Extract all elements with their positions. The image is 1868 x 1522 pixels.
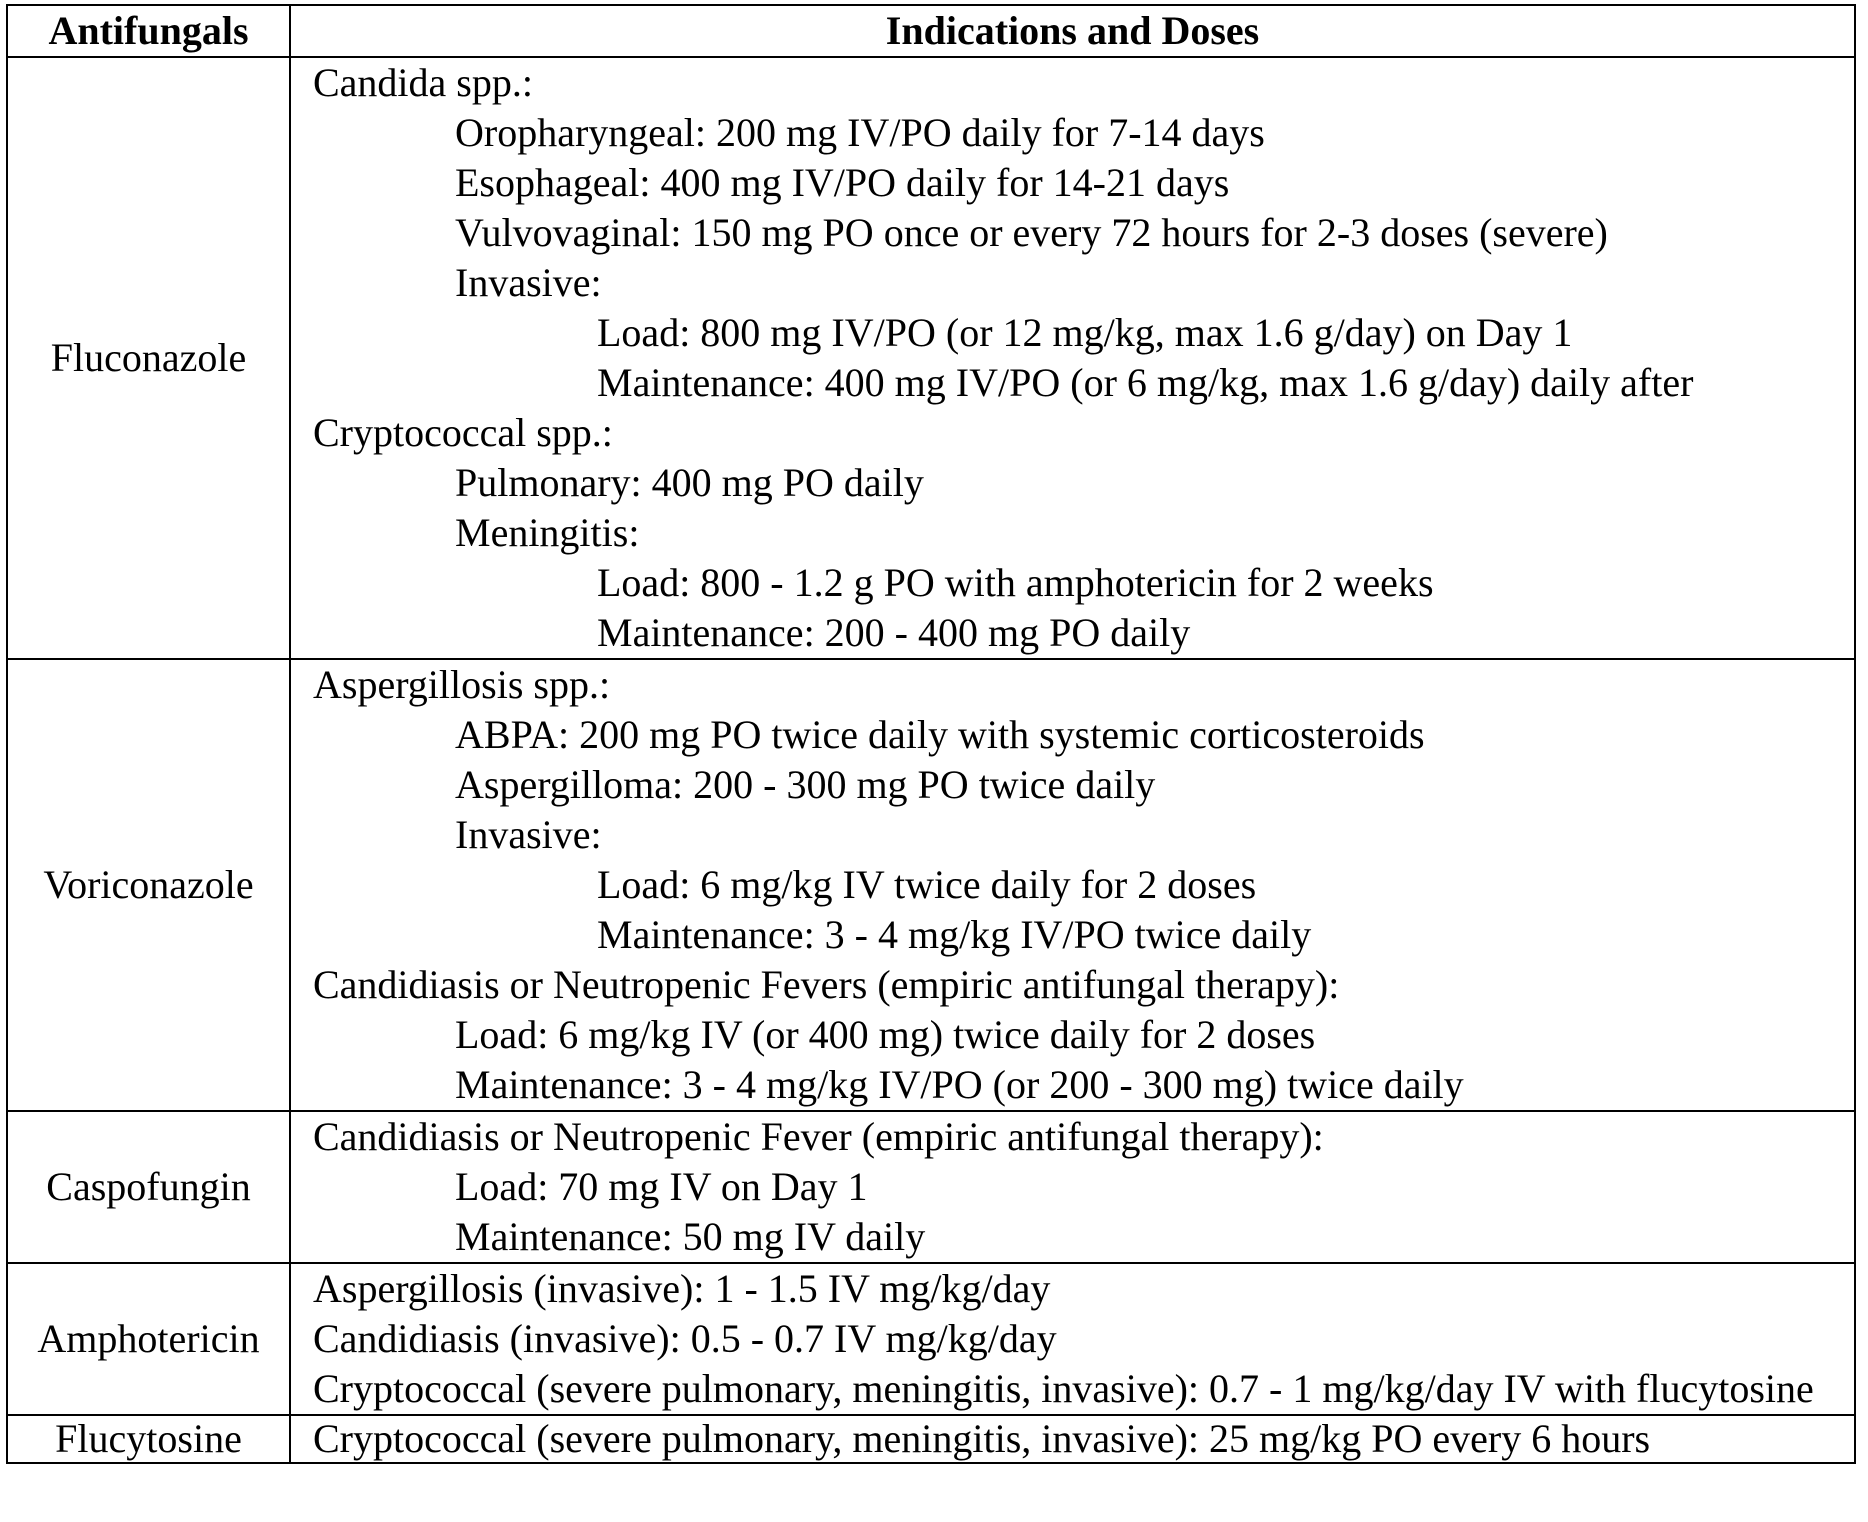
dose-line: Cryptococcal spp.:: [313, 410, 613, 455]
dose-cell: [290, 1263, 1855, 1415]
dose-line: Maintenance: 3 - 4 mg/kg IV/PO (or 200 - 300 mg) twice daily: [455, 1062, 1464, 1107]
dose-line: Cryptococcal (severe pulmonary, meningitis, invasive): 25 mg/kg PO every 6 hours: [313, 1416, 1651, 1461]
dose-line: Candidiasis or Neutropenic Fevers (empiric antifungal therapy):: [313, 962, 1340, 1007]
drug-name-cell: [7, 1415, 290, 1463]
dose-line: Aspergillosis spp.:: [313, 662, 611, 707]
dose-cell: [290, 1415, 1855, 1463]
dose-line: Candidiasis (invasive): 0.5 - 0.7 IV mg/kg/day: [313, 1316, 1057, 1361]
dose-line: Aspergilloma: 200 - 300 mg PO twice daily: [455, 762, 1156, 807]
drug-name-cell: Amphotericin: [7, 1263, 290, 1415]
dose-line: Load: 800 - 1.2 g PO with amphotericin for 2 weeks: [597, 560, 1434, 605]
dose-line: Meningitis:: [455, 510, 640, 555]
antifungal-dosing-table: [6, 4, 1856, 1464]
dose-line: Maintenance: 200 - 400 mg PO daily: [597, 610, 1191, 655]
dose-line: Esophageal: 400 mg IV/PO daily for 14-21 days: [455, 160, 1230, 205]
drug-name-cell: Caspofungin: [7, 1111, 290, 1263]
table-row: [7, 1263, 1855, 1415]
dose-line: Invasive:: [455, 812, 602, 857]
table-row: [7, 1111, 1855, 1263]
dose-line: Candidiasis or Neutropenic Fever (empiric antifungal therapy):: [313, 1114, 1324, 1159]
drug-name-cell: Fluconazole: [7, 57, 290, 659]
table-row: [7, 57, 1855, 659]
dose-line: Load: 800 mg IV/PO (or 12 mg/kg, max 1.6 g/day) on Day 1: [597, 310, 1573, 355]
drug-name-label: Flucytosine: [55, 1416, 242, 1461]
dose-cell: [290, 659, 1855, 1111]
table-row: [7, 1415, 1855, 1463]
dose-line: Aspergillosis (invasive): 1 - 1.5 IV mg/kg/day: [313, 1266, 1051, 1311]
dose-line: Oropharyngeal: 200 mg IV/PO daily for 7-14 days: [455, 110, 1265, 155]
dose-line: ABPA: 200 mg PO twice daily with systemic corticosteroids: [455, 712, 1425, 757]
dose-line: Invasive:: [455, 260, 602, 305]
dose-line: Load: 6 mg/kg IV twice daily for 2 doses: [597, 862, 1257, 907]
dose-line: Maintenance: 400 mg IV/PO (or 6 mg/kg, max 1.6 g/day) daily after: [597, 360, 1694, 405]
dose-line: Pulmonary: 400 mg PO daily: [455, 460, 924, 505]
dose-line: Cryptococcal (severe pulmonary, meningitis, invasive): 0.7 - 1 mg/kg/day IV with flucytosine: [313, 1366, 1814, 1411]
dose-line: Maintenance: 3 - 4 mg/kg IV/PO twice daily: [597, 912, 1312, 957]
table-row: [7, 659, 1855, 1111]
header-antifungals: Antifungals: [7, 5, 290, 57]
table-header-row: [7, 5, 1855, 57]
drug-name-cell: Voriconazole: [7, 659, 290, 1111]
dose-line: Maintenance: 50 mg IV daily: [455, 1214, 926, 1259]
dose-line: Vulvovaginal: 150 mg PO once or every 72 hours for 2-3 doses (severe): [455, 210, 1608, 255]
table-body: [7, 57, 1855, 1463]
dose-line: Load: 70 mg IV on Day 1: [455, 1164, 868, 1209]
dose-line: Candida spp.:: [313, 60, 533, 105]
dose-line: Load: 6 mg/kg IV (or 400 mg) twice daily for 2 doses: [455, 1012, 1316, 1057]
header-indications-and-doses: Indications and Doses: [290, 5, 1855, 57]
dose-cell: [290, 57, 1855, 659]
dose-cell: [290, 1111, 1855, 1263]
